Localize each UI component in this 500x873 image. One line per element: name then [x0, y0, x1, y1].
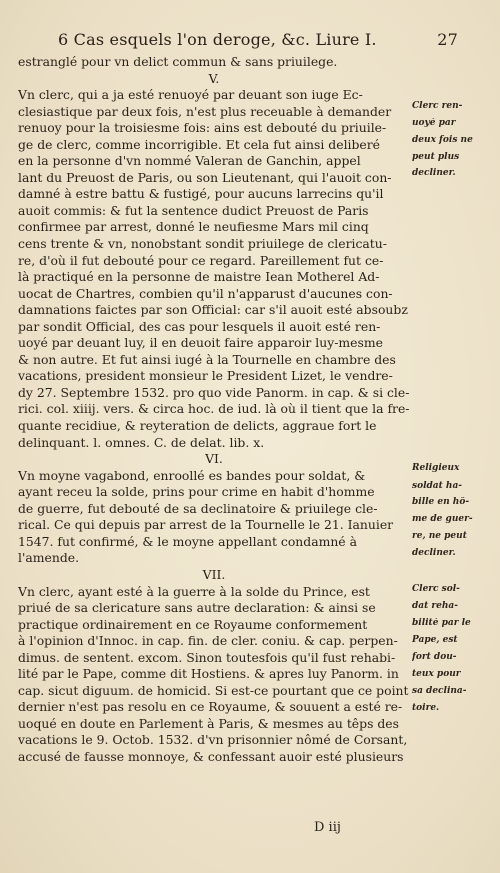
- section-heading-v: V.: [208, 70, 220, 86]
- text-line: par sondit Official, des cas pour lesquels il auoit esté ren-: [18, 318, 381, 334]
- text-line: ayant receu la solde, prins pour crime en habit d'homme: [18, 484, 375, 500]
- signature-mark: D iij: [314, 820, 341, 835]
- margin-note: Clerc ren-: [412, 101, 463, 111]
- text-line: cap. sicut diguum. de homicid. Si est-ce pourtant que ce point: [18, 682, 409, 698]
- text-line: là practiqué en la personne de maistre Iean Motherel Ad-: [18, 269, 380, 285]
- margin-note: bilité par le: [412, 618, 471, 628]
- margin-note: deux fois ne: [412, 135, 473, 145]
- text-line: clesiastique par deux fois, n'est plus receuable à demander: [18, 103, 392, 119]
- text-line: Vn clerc, ayant esté à la guerre à la solde du Prince, est: [18, 583, 370, 599]
- text-line: ge de clerc, comme incorrigible. Et cela fut ainsi deliberé: [18, 136, 381, 152]
- text-line: re, d'où il fut debouté pour ce regard. Pareillement fut ce-: [18, 252, 384, 268]
- margin-note: toire.: [412, 703, 440, 713]
- text-line: delinquant. l. omnes. C. de delat. lib. x.: [18, 434, 265, 450]
- text-line: uoqué en doute en Parlement à Paris, & mesmes au têps des: [18, 715, 399, 731]
- text-line: vacations, president monsieur le President Lizet, le vendre-: [18, 368, 393, 384]
- text-line: rici. col. xiiij. vers. & circa hoc. de iud. là où il tient que la fre-: [18, 401, 410, 417]
- text-line: quante recidiue, & reyteration de delicts, aggraue fort le: [18, 418, 377, 434]
- section-heading-vi: VI.: [205, 451, 223, 467]
- text-line: uocat de Chartres, combien qu'il n'apparust d'aucunes con-: [18, 285, 393, 301]
- text-line: dimus. de sentent. excom. Sinon toutesfois qu'il fust rehabi-: [18, 649, 396, 665]
- header-title: 6 Cas esquels l'on deroge, &c. Liure I.: [58, 30, 377, 49]
- text-line: cens trente & vn, nonobstant sondit priuilege de clericatu-: [18, 236, 387, 252]
- margin-note: fort dou-: [412, 652, 457, 662]
- text-line: damné à estre battu & fustigé, pour aucuns larrecins qu'il: [18, 186, 384, 202]
- margin-note: me de guer-: [412, 514, 473, 524]
- text-line: dernier n'est pas resolu en ce Royaume, & souuent a esté re-: [18, 699, 403, 715]
- margin-note: uoyé par: [412, 118, 456, 128]
- margin-note: peut plus: [412, 152, 460, 162]
- text-line: auoit commis: & fut la sentence dudict Preuost de Paris: [18, 202, 369, 218]
- margin-note: decliner.: [412, 548, 456, 558]
- text-line: Vn clerc, qui a ja esté renuoyé par deuant son iuge Ec-: [18, 87, 363, 103]
- text-line: dy 27. Septembre 1532. pro quo vide Panorm. in cap. & si cle-: [18, 384, 410, 400]
- text-line: lant du Preuost de Paris, ou son Lieutenant, qui l'auoit con-: [18, 169, 392, 185]
- text-line: & non autre. Et fut ainsi iugé à la Tournelle en chambre des: [18, 351, 396, 367]
- text-line: rical. Ce qui depuis par arrest de la Tournelle le 21. Ianuier: [18, 517, 394, 533]
- margin-note: re, ne peut: [412, 531, 467, 541]
- text-line: vacations le 9. Octob. 1532. d'vn prisonnier nômé de Corsant,: [18, 732, 408, 748]
- margin-note: Clerc sol-: [412, 584, 460, 594]
- section-heading-vii: VII.: [202, 566, 226, 582]
- margin-note: soldat ha-: [412, 481, 463, 491]
- running-header: [58, 30, 458, 52]
- text-line: lité par le Pape, comme dit Hostiens. & apres luy Panorm. in: [18, 666, 399, 682]
- margin-note: bille en hô-: [412, 497, 470, 507]
- margin-note: dat reha-: [412, 601, 458, 611]
- text-line: confirmee par arrest, donné le neufiesme Mars mil cinq: [18, 219, 369, 235]
- text-line: l'amende.: [18, 550, 80, 566]
- text-line: practique ordinairement en ce Royaume conformement: [18, 616, 368, 632]
- margin-note: Pape, est: [412, 635, 458, 645]
- text-line: uoyé par deuant luy, il en deuoit faire apparoir luy-mesme: [18, 335, 383, 351]
- text-line: 1547. fut confirmé, & le moyne appellant condamné à: [18, 533, 357, 549]
- page-number: 27: [437, 30, 458, 49]
- text-line: damnations faictes par son Official: car s'il auoit esté absoubz: [18, 302, 408, 318]
- main-text: [18, 54, 410, 766]
- text-line: renuoy pour la troisiesme fois: ains est debouté du priuile-: [18, 120, 387, 136]
- text-line: Vn moyne vagabond, enroollé es bandes pour soldat, &: [18, 467, 366, 483]
- margin-note: Religieux: [412, 463, 460, 473]
- text-line: de guerre, fut debouté de sa declinatoire & priuilege cle-: [18, 500, 378, 516]
- text-line: à l'opinion d'Innoc. in cap. fin. de cler. coniu. & cap. perpen-: [18, 633, 398, 649]
- margin-note: teux pour: [412, 669, 461, 679]
- text-line: en la personne d'vn nommé Valeran de Ganchin, appel: [18, 153, 361, 169]
- text-line: accusé de fausse monnoye, & confessant auoir esté plusieurs: [18, 748, 404, 764]
- text-line: estranglé pour vn delict commun & sans priuilege.: [18, 54, 338, 69]
- text-line: priué de sa clericature sans autre declaration: & ainsi se: [18, 600, 376, 616]
- margin-note: sa declina-: [412, 686, 467, 696]
- margin-note: decliner.: [412, 168, 456, 178]
